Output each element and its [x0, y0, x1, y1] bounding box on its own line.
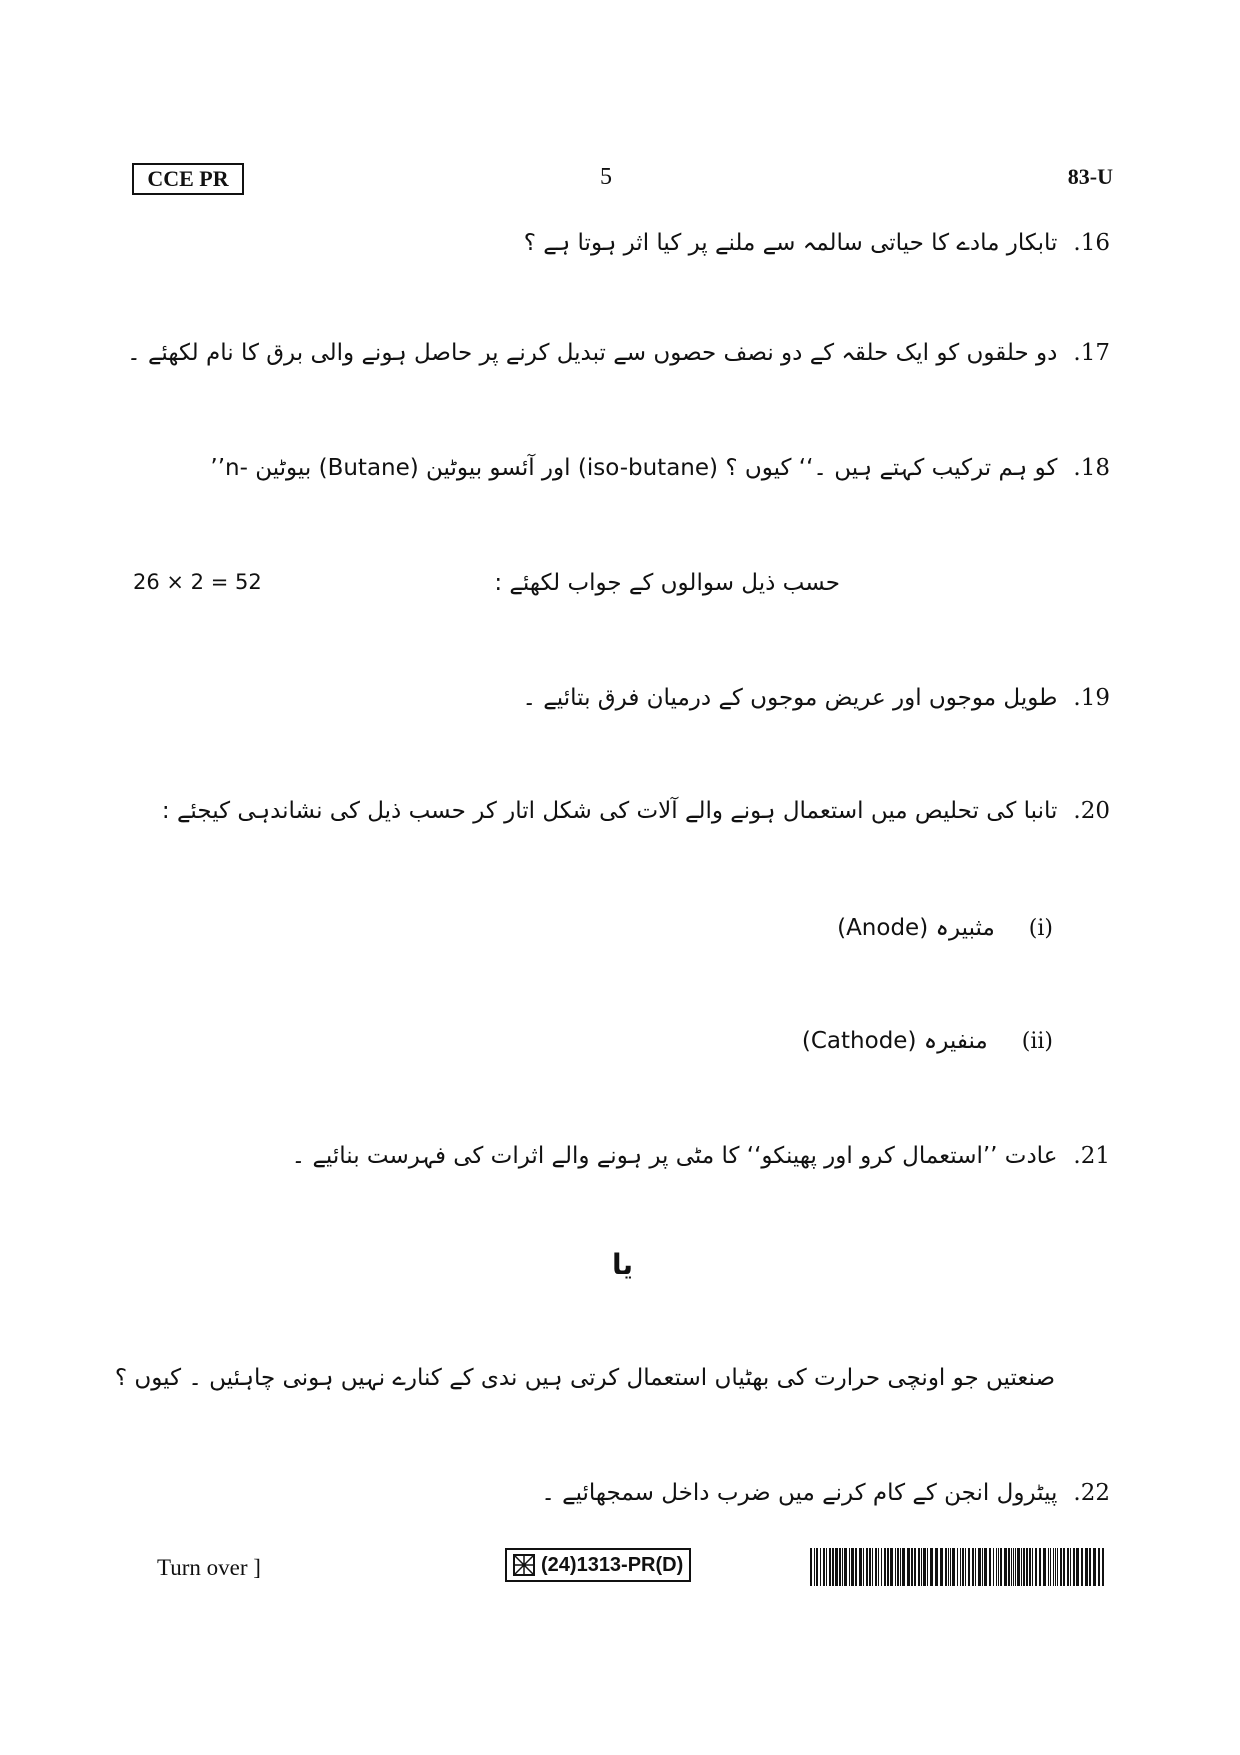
barcode-bar: [962, 1548, 964, 1586]
barcode-bar: [989, 1548, 991, 1586]
barcode-bar: [814, 1548, 815, 1586]
barcode-bar: [859, 1548, 862, 1586]
crossed-square-icon: [513, 1554, 535, 1576]
barcode-bar: [851, 1548, 854, 1586]
barcode-bar: [816, 1548, 818, 1586]
barcode-bar: [1093, 1548, 1096, 1586]
barcode-bar: [945, 1548, 947, 1586]
barcode-bar: [948, 1548, 949, 1586]
barcode-bar: [887, 1548, 889, 1586]
barcode-icon: [810, 1548, 1106, 1586]
barcode-bar: [968, 1548, 970, 1586]
subpart-i: [837, 915, 1053, 941]
section-marks: 26 × 2 = 52: [133, 570, 262, 594]
question-text: تانبا کی تحلیص میں استعمال ہونے والے آلات کی شکل اتار کر حسب ذیل کی نشاندہی کیجئے :: [161, 798, 1058, 824]
barcode-bar: [823, 1548, 825, 1586]
barcode-bar: [1043, 1548, 1046, 1586]
subpart-label: (i): [1028, 916, 1053, 941]
barcode-bar: [878, 1548, 879, 1586]
barcode-bar: [1089, 1548, 1091, 1586]
barcode-bar: [849, 1548, 850, 1586]
barcode-bar: [998, 1548, 999, 1586]
subpart-text: مثبیرہ (Anode): [837, 915, 995, 941]
question-19: [523, 685, 1110, 711]
or-label: یا: [612, 1248, 634, 1281]
question-number: .17: [1073, 340, 1110, 366]
barcode-bar: [1098, 1548, 1100, 1586]
or-question: صنعتیں جو اونچی حرارت کی بھٹیاں استعمال کرتی ہیں ندی کے کنارے نہیں ہونی چاہئیں ۔ کیوں ؟: [114, 1365, 1055, 1391]
barcode-bar: [1085, 1548, 1088, 1586]
barcode-bar: [940, 1548, 943, 1586]
barcode-bar: [935, 1548, 938, 1586]
barcode-bar: [1067, 1548, 1069, 1586]
barcode-bar: [960, 1548, 961, 1586]
barcode-bar: [1055, 1548, 1056, 1586]
subpart-text: منفیرہ (Cathode): [801, 1028, 988, 1054]
question-number: .22: [1073, 1480, 1110, 1506]
barcode-bar: [1102, 1548, 1104, 1586]
barcode-bar: [900, 1548, 901, 1586]
barcode-bar: [1060, 1548, 1062, 1586]
barcode-bar: [1050, 1548, 1051, 1586]
question-20: [162, 798, 1110, 824]
barcode-bar: [875, 1548, 877, 1586]
barcode-bar: [1063, 1548, 1065, 1586]
barcode-bar: [842, 1548, 843, 1586]
question-number: .16: [1073, 230, 1110, 256]
subpart-label: (ii): [1021, 1029, 1053, 1054]
subpart-ii: [802, 1028, 1053, 1054]
question-text: دو حلقوں کو ایک حلقہ کے دو نصف حصوں سے تبدیل کرنے پر حاصل ہونے والی برق کا نام لکھئے ۔: [127, 340, 1058, 366]
barcode-bar: [1017, 1548, 1020, 1586]
section-instruction: حسب ذیل سوالوں کے جواب لکھئے :: [494, 570, 840, 596]
barcode-bar: [1011, 1548, 1012, 1586]
barcode-bar: [1073, 1548, 1075, 1586]
barcode-bar: [950, 1548, 951, 1586]
barcode-bar: [872, 1548, 873, 1586]
barcode-bar: [984, 1548, 987, 1586]
paper-code: 83-U: [1067, 164, 1113, 189]
question-16: [524, 230, 1110, 256]
barcode-bar: [1053, 1548, 1054, 1586]
barcode-bar: [1004, 1548, 1007, 1586]
barcode-bar: [957, 1548, 958, 1586]
serial-box: [505, 1548, 691, 1582]
barcode-bar: [927, 1548, 928, 1586]
barcode-bar: [1070, 1548, 1071, 1586]
barcode-bar: [907, 1548, 910, 1586]
question-text: طویل موجوں اور عریض موجوں کے درمیان فرق بتائیے ۔: [522, 685, 1058, 711]
serial-number: (24)1313-PR(D): [541, 1553, 684, 1576]
question-text: عادت ’’استعمال کرو اور پھینکو‘‘ کا مٹی پر ہونے والے اثرات کی فہرست بنائیے ۔: [291, 1143, 1058, 1169]
barcode-bar: [829, 1548, 831, 1586]
barcode-bar: [1023, 1548, 1025, 1586]
barcode-bar: [1081, 1548, 1083, 1586]
barcode-bar: [869, 1548, 871, 1586]
barcode-bar: [881, 1548, 882, 1586]
barcode-bar: [1026, 1548, 1028, 1586]
page-number: 5: [600, 164, 612, 190]
barcode-bar: [844, 1548, 847, 1586]
question-22: [541, 1480, 1110, 1506]
barcode-bar: [810, 1548, 812, 1586]
barcode-bar: [921, 1548, 922, 1586]
barcode-bar: [982, 1548, 983, 1586]
barcode-bar: [1021, 1548, 1022, 1586]
barcode-bar: [923, 1548, 926, 1586]
barcode-bar: [895, 1548, 896, 1586]
barcode-bar: [1015, 1548, 1016, 1586]
barcode-bar: [930, 1548, 933, 1586]
barcode-bar: [1039, 1548, 1041, 1586]
barcode-bar: [1008, 1548, 1010, 1586]
barcode-bar: [1029, 1548, 1031, 1586]
barcode-bar: [975, 1548, 976, 1586]
question-number: .19: [1073, 685, 1110, 711]
barcode-bar: [835, 1548, 838, 1586]
question-number: .21: [1073, 1143, 1110, 1169]
barcode-bar: [1032, 1548, 1033, 1586]
barcode-bar: [1057, 1548, 1058, 1586]
barcode-bar: [911, 1548, 913, 1586]
barcode-bar: [914, 1548, 916, 1586]
barcode-bar: [1035, 1548, 1037, 1586]
question-number: .20: [1073, 798, 1110, 824]
barcode-bar: [952, 1548, 955, 1586]
barcode-bar: [918, 1548, 920, 1586]
barcode-bar: [902, 1548, 905, 1586]
barcode-bar: [1048, 1548, 1049, 1586]
question-number: .18: [1073, 455, 1110, 481]
barcode-bar: [890, 1548, 893, 1586]
question-17: [127, 340, 1110, 366]
question-21: [292, 1143, 1110, 1169]
barcode-bar: [884, 1548, 886, 1586]
barcode-bar: [897, 1548, 899, 1586]
question-18: [210, 455, 1110, 481]
barcode-bar: [993, 1548, 994, 1586]
barcode-bar: [972, 1548, 974, 1586]
barcode-bar: [866, 1548, 868, 1586]
barcode-bar: [863, 1548, 864, 1586]
turn-over-label: Turn over ]: [157, 1555, 261, 1580]
barcode-bar: [1000, 1548, 1002, 1586]
barcode-bar: [996, 1548, 997, 1586]
barcode-bar: [839, 1548, 841, 1586]
barcode-bar: [978, 1548, 981, 1586]
barcode-bar: [1013, 1548, 1014, 1586]
barcode-bar: [826, 1548, 827, 1586]
barcode-bar: [1076, 1548, 1079, 1586]
barcode-bar: [965, 1548, 966, 1586]
question-text: تابکار مادے کا حیاتی سالمہ سے ملنے پر کیا اثر ہوتا ہے ؟: [523, 230, 1058, 256]
barcode-bar: [820, 1548, 821, 1586]
question-text: ’’n- بیوٹین (Butane) اور آئسو بیوٹین (iso-butane) کو ہم ترکیب کہتے ہیں ۔‘‘ کیوں ؟: [210, 455, 1058, 481]
barcode-bar: [832, 1548, 834, 1586]
question-text: پیٹرول انجن کے کام کرنے میں ضرب داخل سمجھائیے ۔: [541, 1480, 1058, 1506]
paper-code-box: CCE PR: [132, 163, 244, 195]
barcode-bar: [855, 1548, 857, 1586]
